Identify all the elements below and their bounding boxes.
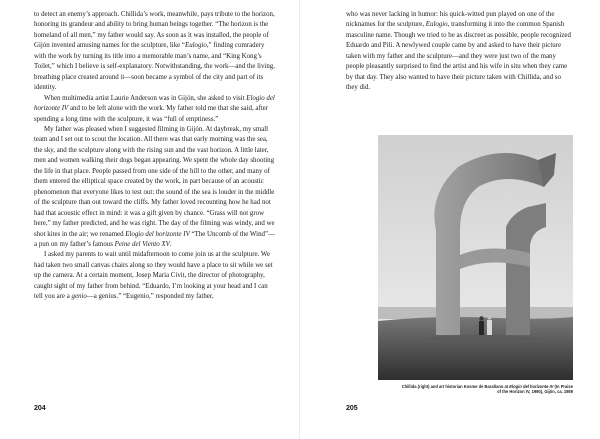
- text-run: to detect an enemy’s approach. Chillida’s work, meanwhile, pays tribute to the horizon, honoring its grandeur and ability to bring human beings together. “The horizon is the homeland of all men,” my father would say. As soon as it was installed, the people of Gijón invented amusing names for the sculpture, like “: [34, 11, 275, 50]
- text-run: When multimedia artist Laurie Anderson was in Gijón, she asked to visit: [44, 94, 247, 102]
- text-run: .: [169, 240, 172, 248]
- right-page-number: 205: [346, 405, 358, 412]
- grass-field: [378, 317, 573, 380]
- italic-title: Eulogio: [425, 21, 448, 29]
- right-body-text: [346, 10, 574, 94]
- left-body-text: [34, 10, 276, 303]
- paragraph: [34, 10, 276, 94]
- text-run: My father was pleased when I suggested filming in Gijón. At daybreak, my small team and I set out to scout the location. All there was that early morning was the sea, the sky, and the sculpture along with the rising sun and the vast horizon. A little later, men and women walking their dogs began appearing. We spent the whole day shooting the life in that place. People passed from one side of the hill to the other, and many of them entered the elliptical space created by the work, in part because of an acoustic phenomenon that everyone likes to test out: the sound of the sea is louder in the middle of the sculpture than out toward the cliffs. My father loved recounting how he had not had that acoustic effect in mind: it was a gift given by chance. “Grass will not grow here,” my father predicted, and he was right. The day of the filming was windy, and we shot kites in the air; we renamed: [34, 125, 275, 238]
- text-run: —a genius.” “Eugenio,” responded my father,: [86, 293, 214, 301]
- text-run: “The Uncomb of the Wind”—a pun on my father’s famous: [34, 230, 275, 248]
- paragraph: [346, 10, 574, 94]
- italic-title: genio: [71, 293, 87, 301]
- italic-title: Eulogio: [184, 42, 207, 50]
- italic-title: Peine del Viento XV: [114, 240, 170, 248]
- text-run: (In Praise of the Horizon IV, 1990), Gijón, ca. 1989: [497, 384, 573, 395]
- italic-title: Elogio del horizonte IV: [125, 230, 190, 238]
- text-run: I asked my parents to wait until midafternoon to come join us at the sculpture. We had taken two small canvas chairs along so they would have a place to sit while we set up the camera. At a certain moment, Josep Maria Civit, the director of photography, caught sight of my father from behind. “Eduardo, I’m looking at your head and I can tell you are a: [34, 251, 273, 301]
- text-run: who was never lacking in humor: his quick-witted pun played on one of the nicknames for the sculpture,: [346, 11, 555, 29]
- text-run: ,” finding comradery with the work by turning its title into a memorable man’s name, and “King Kong’s Toilet,” which I believe is self-explanatory. Notwithstanding, the work—and the living, breathing place created around it—soon became a symbol of the city and part of its identity.: [34, 42, 275, 92]
- paragraph: [34, 94, 276, 125]
- paragraph: [34, 250, 276, 302]
- italic-title: Elogio del horizonte IV: [34, 94, 275, 113]
- sculpture-photo: [378, 135, 573, 380]
- photo-caption: [400, 384, 573, 394]
- left-page-number: 204: [34, 405, 46, 412]
- italic-title: Elogio del horizonte IV: [509, 384, 554, 389]
- text-run: Chillida (right) and art historian Kosme de Barañano at: [401, 384, 510, 389]
- text-run: and to be left alone with the work. My father told me that she said, after spending a long time with the sculpture, it was “full of emptiness.”: [34, 105, 269, 123]
- paragraph: [34, 125, 276, 250]
- right-page: [300, 0, 600, 439]
- text-run: , transforming it into the common Spanish masculine name. Though we tried to be as discreet as possible, people recognized Eduardo and Pili. A newlywed couple came by and asked to have their picture taken with my father and the sculpture—and they were just two of the many people pleasantly surprised to find the artist and his wife in situ when they came by that day. They also wanted to have their picture taken with Chillida, and so they did.: [346, 21, 571, 92]
